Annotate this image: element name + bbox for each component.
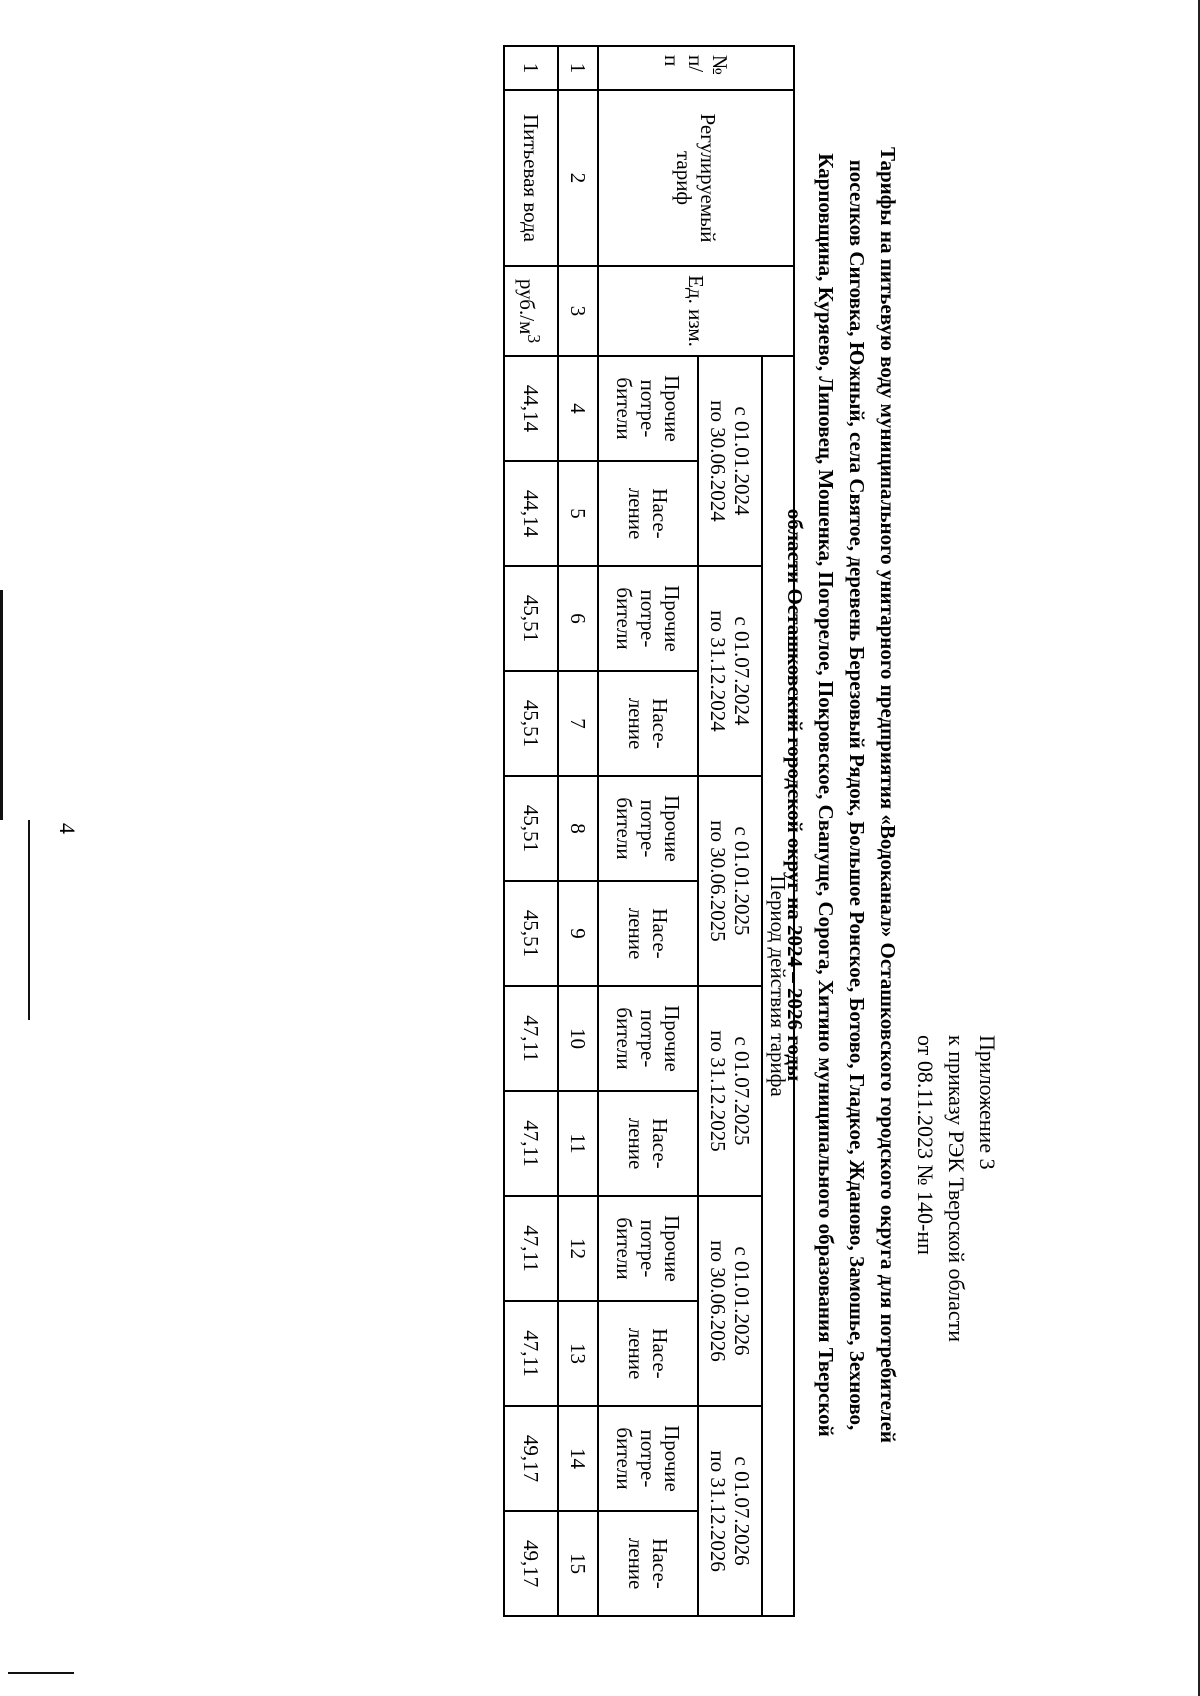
column-number: 3	[558, 266, 598, 356]
column-number: 9	[558, 881, 598, 986]
row-number: 1	[504, 46, 558, 90]
tariff-value: 49,17	[504, 1511, 558, 1616]
column-number: 13	[558, 1301, 598, 1406]
tariff-value: 44,14	[504, 461, 558, 566]
title-line: Карповщина, Куряево, Липовец, Мошенка, Погорелое, Покровское, Свапуще, Сорога, Хитино муниципального образования Тверской	[814, 153, 838, 1437]
table-row	[504, 46, 558, 1616]
row-unit: $руб./м^3$	[504, 266, 558, 356]
title-line: Тарифы на питьевую воду муниципального унитарного предприятия «Водоканал» Осташковского городского округа для потребителей	[876, 146, 900, 1443]
column-number: 5	[558, 461, 598, 566]
tariff-table	[503, 45, 795, 1617]
subheader-other: Прочие потре- бители	[598, 776, 698, 881]
column-number: 6	[558, 566, 598, 671]
tariff-value: 49,17	[504, 1406, 558, 1511]
appendix-line: от 08.11.2023 № 140-нп	[913, 1035, 938, 1255]
period-header: с 01.01.2024 по 30.06.2024	[698, 356, 762, 566]
subheader-other: Прочие потре- бители	[598, 356, 698, 461]
subheader-population: Насе- ление	[598, 1301, 698, 1406]
header-number: № п/ п	[598, 46, 794, 90]
column-number: 10	[558, 986, 598, 1091]
tariff-value: 47,11	[504, 1196, 558, 1301]
row-tariff-name: Питьевая вода	[504, 90, 558, 266]
column-number: 8	[558, 776, 598, 881]
appendix-line: Приложение 3	[975, 1035, 1000, 1170]
tariff-value: 45,51	[504, 881, 558, 986]
column-number: 11	[558, 1091, 598, 1196]
subheader-other: Прочие потре- бители	[598, 1406, 698, 1511]
document-title	[779, 145, 903, 1445]
subheader-population: Насе- ление	[598, 671, 698, 776]
tariff-value: 47,11	[504, 1091, 558, 1196]
header-tariff: Регулируемый тариф	[598, 90, 794, 266]
subheader-population: Насе- ление	[598, 461, 698, 566]
column-number: 1	[558, 46, 598, 90]
column-number: 15	[558, 1511, 598, 1616]
title-line: области Осташковский городской округ на 2024 – 2026 годы	[783, 508, 807, 1082]
column-number: 14	[558, 1406, 598, 1511]
subheader-population: Насе- ление	[598, 1091, 698, 1196]
appendix-line: к приказу РЭК Тверской области	[944, 1035, 969, 1343]
column-number-row	[558, 46, 598, 1616]
subheader-other: Прочие потре- бители	[598, 1196, 698, 1301]
subheader-other: Прочие потре- бители	[598, 986, 698, 1091]
page-number: 4	[55, 823, 80, 834]
subheader-population: Насе- ление	[598, 881, 698, 986]
tariff-value: 47,11	[504, 986, 558, 1091]
column-number: 7	[558, 671, 598, 776]
tariff-value: 45,51	[504, 776, 558, 881]
period-header: с 01.07.2026 по 31.12.2026	[698, 1406, 762, 1616]
subheader-other: Прочие потре- бители	[598, 566, 698, 671]
scan-mark	[0, 590, 3, 820]
period-header: с 01.07.2024 по 31.12.2024	[698, 566, 762, 776]
title-line: поселков Сиговка, Южный, села Святое, деревень Березовый Рядок, Большое Ронское, Ботово, Гладкое, Жданово, Замошье, Зехново,	[845, 159, 869, 1431]
tariff-value: 44,14	[504, 356, 558, 461]
column-number: 4	[558, 356, 598, 461]
subheader-population: Насе- ление	[598, 1511, 698, 1616]
appendix-note	[910, 1035, 1003, 1495]
column-number: 12	[558, 1196, 598, 1301]
header-unit: Ед. изм.	[598, 266, 794, 356]
rotated-document	[25, 15, 1125, 1675]
period-header: с 01.01.2026 по 30.06.2026	[698, 1196, 762, 1406]
tariff-value: 47,11	[504, 1301, 558, 1406]
period-header: с 01.07.2025 по 31.12.2025	[698, 986, 762, 1196]
header-period: Период действия тарифа	[762, 356, 794, 1616]
period-header: с 01.01.2025 по 30.06.2025	[698, 776, 762, 986]
tariff-value: 45,51	[504, 566, 558, 671]
tariff-value: 45,51	[504, 671, 558, 776]
column-number: 2	[558, 90, 598, 266]
